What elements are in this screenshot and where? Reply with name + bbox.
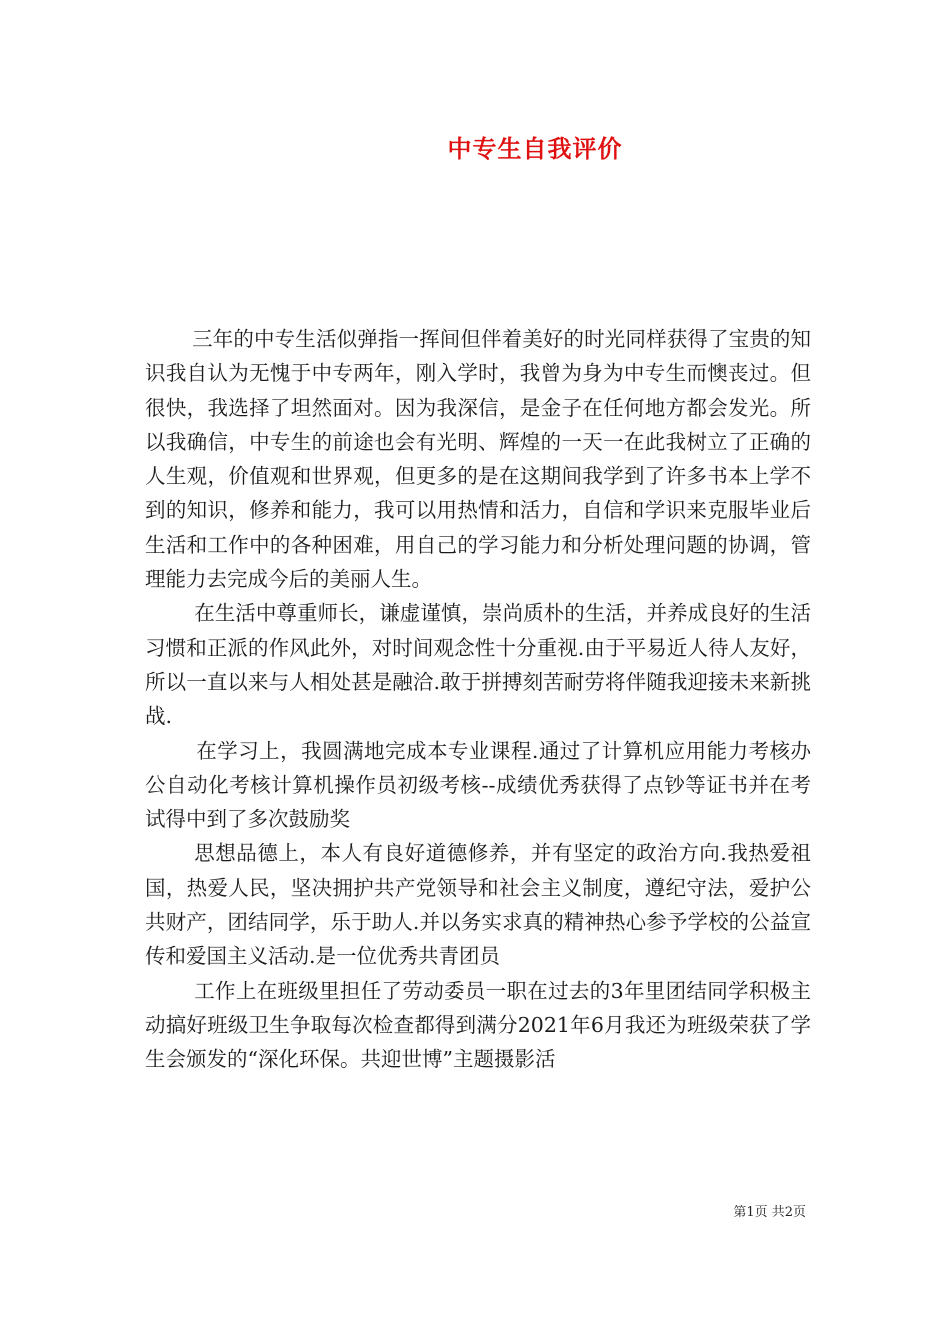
paragraph-1: 三年的中专生活似弹指一挥间但伴着美好的时光同样获得了宝贵的知识我自认为无愧于中专两年，刚入学时，我曾为身为中专生而懊丧过。但很快，我选择了坦然面对。因为我深信，是金子在任何地方都会发光。所以我确信，中专生的前途也会有光明、辉煌的一天一在此我树立了正确的人生观，价值观和世界观，但更多的是在这期间我学到了许多书本上学不到的知识，修养和能力，我可以用热情和活力，自信和学识来克服毕业后生活和工作中的各种困难，用自己的学习能力和分析处理问题的协调，管理能力去完成今后的美丽人生。 <box>145 327 811 592</box>
page-number-footer: 第1页 共2页 <box>733 1205 806 1220</box>
paragraph-3: 在学习上，我圆满地完成本专业课程.通过了计算机应用能力考核办公自动化考核计算机操作员初级考核--成绩优秀获得了点钞等证书并在考试得中到了多次鼓励奖 <box>145 738 811 832</box>
paragraph-2: 在生活中尊重师长，谦虚谨慎，崇尚质朴的生活，并养成良好的生活习惯和正派的作风此外，对时间观念性十分重视.由于平易近人待人友好，所以一直以来与人相处甚是融洽.敢于拼搏刻苦耐劳将伴随我迎接未来新挑战. <box>145 601 811 729</box>
paragraph-5: 工作上在班级里担任了劳动委员一职在过去的3年里团结同学积极主动搞好班级卫生争取每次检查都得到满分2021年6月我还为班级荣获了学生会颁发的“深化环保。共迎世博”主题摄影活 <box>145 978 811 1072</box>
document-title: 中专生自我评价 <box>447 134 623 163</box>
paragraph-4: 思想品德上，本人有良好道德修养，并有坚定的政治方向.我热爱祖国，热爱人民，坚决拥护共产党领导和社会主义制度，遵纪守法，爱护公共财产，团结同学，乐于助人.并以务实求真的精神热心参予学校的公益宣传和爱国主义活动.是一位优秀共青团员 <box>145 841 811 969</box>
document-body <box>145 322 811 1077</box>
